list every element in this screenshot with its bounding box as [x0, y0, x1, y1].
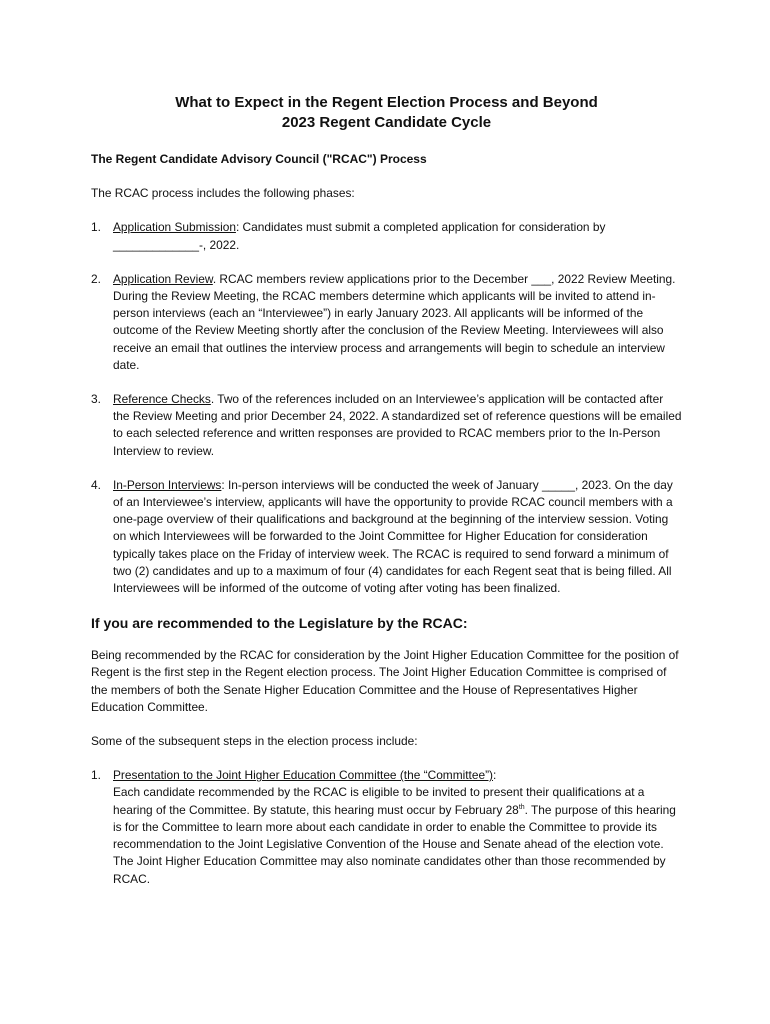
phase-label: In-Person Interviews	[113, 477, 222, 492]
steps-intro: Some of the subsequent steps in the election process include:	[91, 734, 418, 749]
title-line-1: What to Expect in the Regent Election Process and Beyond	[175, 94, 598, 111]
list-item	[91, 477, 682, 597]
step-text-part: Each candidate recommended by the RCAC is eligible to be invited to present their qualifications at a hearing of the Committee. By statute, this hearing must occur by February 28	[113, 785, 645, 817]
step-label: Presentation to the Joint Higher Education Committee (the “Committee”)	[113, 768, 494, 783]
step-text	[113, 784, 682, 887]
list-item	[91, 271, 682, 374]
list-number: 4.	[91, 477, 101, 492]
phase-label: Application Review	[113, 271, 213, 286]
phase-label: Reference Checks	[113, 392, 211, 407]
phase-text: : In-person interviews will be conducted the week of January _____, 2023. On the day of an Interviewee’s interview, applicants will have the opportunity to provide RCAC council members with a one-page overview of their qualifications and background at the beginning of the interview session. Voting on which Interviewees will be forwarded to the Joint Committee for Higher Education for consideration typically takes place on the Friday of interview week. The RCAC is required to send forward a minimum of two (2) candidates and up to a maximum of four (4) candidates for each Regent seat that is being filled. All Interviewees will be informed of the outcome of voting after voting has been finalized.	[113, 477, 673, 596]
list-item	[91, 767, 682, 887]
title-line-2: 2023 Regent Candidate Cycle	[281, 114, 492, 131]
rcac-intro: The RCAC process includes the following phases:	[91, 186, 355, 201]
step-label-suffix: :	[493, 768, 497, 783]
list-number: 2.	[91, 271, 101, 286]
rcac-heading: The Regent Candidate Advisory Council ("RCAC") Process	[91, 152, 427, 166]
list-item	[91, 391, 682, 460]
document-title	[91, 93, 682, 133]
list-number: 3.	[91, 392, 101, 407]
phase-text: : Candidates must submit a completed application for consideration by _____________-, 2022.	[113, 220, 606, 252]
phase-list	[91, 219, 682, 597]
phase-label: Application Submission	[113, 220, 236, 235]
steps-list	[91, 767, 682, 887]
list-number: 1.	[91, 768, 101, 783]
legislature-heading: If you are recommended to the Legislature by the RCAC:	[91, 615, 468, 632]
list-number: 1.	[91, 220, 101, 235]
list-item	[91, 219, 682, 253]
legislature-paragraph: Being recommended by the RCAC for consideration by the Joint Higher Education Committee for the position of Regent is the first step in the Regent election process. The Joint Higher Education Committee is comprised of the members of both the Senate Higher Education Committee and the House of Representatives Higher Education Committee.	[91, 648, 679, 714]
step-text-part: . The purpose of this hearing is for the Committee to learn more about each candidate in order to enable the Committee to provide its recommendation to the Joint Legislative Convention of the House and Senate ahead of the election vote. The Joint Higher Education Committee may also nominate candidates other than those recommended by RCAC.	[113, 802, 676, 886]
phase-text: . RCAC members review applications prior to the December ___, 2022 Review Meeting. During the Review Meeting, the RCAC members determine which applicants will be invited to attend in-person interviews (each an “Interviewee”) in early January 2023. All applicants will be informed of the outcome of the Review Meeting shortly after the conclusion of the Review Meeting. Interviewees will also receive an email that outlines the interview process and arrangements will begin to schedule an interview date.	[113, 271, 676, 372]
phase-text: . Two of the references included on an Interviewee’s application will be contacted after the Review Meeting and prior December 24, 2022. A standardized set of reference questions will be emailed to each selected reference and written responses are provided to RCAC members prior to the In-Person Interview to review.	[113, 392, 682, 458]
superscript: th	[518, 803, 525, 811]
